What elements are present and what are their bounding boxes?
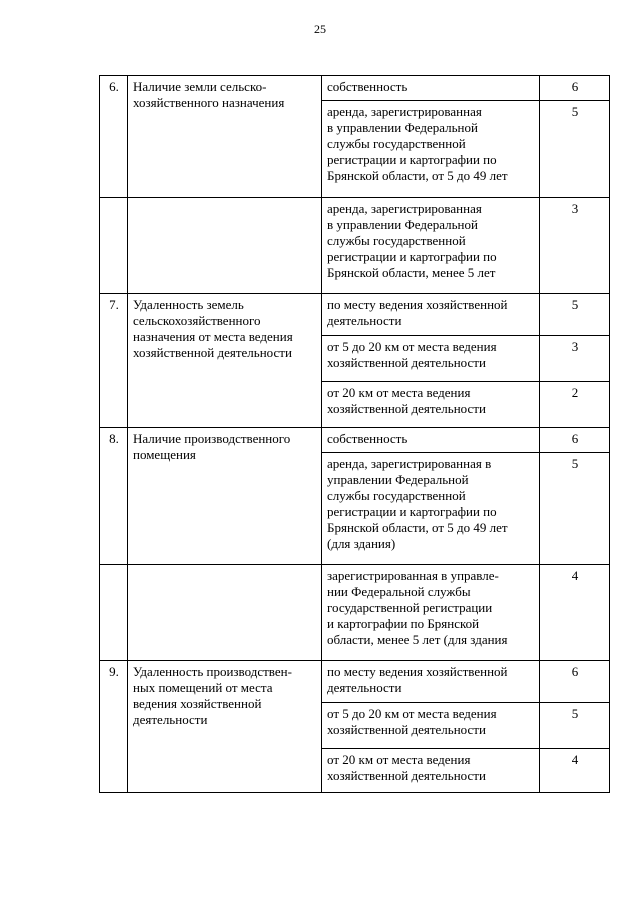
option-points: 5 xyxy=(540,294,610,336)
criteria-table xyxy=(99,75,610,793)
option-points: 3 xyxy=(540,198,610,294)
option-text: зарегистрированная в управле- нии Федеральной службы государственной регистрации и картографии по Брянской области, менее 5 лет (для здания xyxy=(322,565,540,661)
table-row xyxy=(100,198,610,294)
option-text: по месту ведения хозяйственной деятельности xyxy=(322,294,540,336)
option-text: аренда, зарегистрированная в управлении Федеральной службы государственной регистрации и картографии по Брянской области, от 5 до 49 лет xyxy=(322,101,540,198)
table-row xyxy=(100,294,610,336)
option-points: 2 xyxy=(540,382,610,428)
option-points: 6 xyxy=(540,76,610,101)
table-row xyxy=(100,565,610,661)
option-points: 5 xyxy=(540,453,610,565)
option-points: 4 xyxy=(540,565,610,661)
option-points: 5 xyxy=(540,703,610,749)
page-number: 25 xyxy=(314,22,326,36)
option-text: аренда, зарегистрированная в управлении Федеральной службы государственной регистрации и картографии по Брянской области, от 5 до 49 лет (для здания) xyxy=(322,453,540,565)
option-points: 6 xyxy=(540,428,610,453)
option-points: 3 xyxy=(540,336,610,382)
table-row xyxy=(100,428,610,453)
criterion-name: Удаленность производствен- ных помещений от места ведения хозяйственной деятельности xyxy=(128,661,322,793)
option-text: от 20 км от места ведения хозяйственной деятельности xyxy=(322,382,540,428)
option-text: собственность xyxy=(322,428,540,453)
option-text: аренда, зарегистрированная в управлении Федеральной службы государственной регистрации и картографии по Брянской области, менее 5 лет xyxy=(322,198,540,294)
criterion-number: 7. xyxy=(100,294,128,428)
criterion-name: Наличие производственного помещения xyxy=(128,428,322,565)
criterion-number: 6. xyxy=(100,76,128,198)
option-text: от 5 до 20 км от места ведения хозяйственной деятельности xyxy=(322,336,540,382)
option-text: по месту ведения хозяйственной деятельности xyxy=(322,661,540,703)
option-points: 6 xyxy=(540,661,610,703)
option-points: 5 xyxy=(540,101,610,198)
option-text: от 20 км от места ведения хозяйственной деятельности xyxy=(322,749,540,793)
criterion-number: 8. xyxy=(100,428,128,565)
option-text: собственность xyxy=(322,76,540,101)
criterion-name: Удаленность земель сельскохозяйственного назначения от места ведения хозяйственной деятельности xyxy=(128,294,322,428)
option-points: 4 xyxy=(540,749,610,793)
table-row xyxy=(100,661,610,703)
empty-cell xyxy=(128,198,322,294)
empty-cell xyxy=(100,198,128,294)
option-text: от 5 до 20 км от места ведения хозяйственной деятельности xyxy=(322,703,540,749)
empty-cell xyxy=(128,565,322,661)
empty-cell xyxy=(100,565,128,661)
criterion-name: Наличие земли сельско- хозяйственного назначения xyxy=(128,76,322,198)
criterion-number: 9. xyxy=(100,661,128,793)
table-row xyxy=(100,76,610,101)
